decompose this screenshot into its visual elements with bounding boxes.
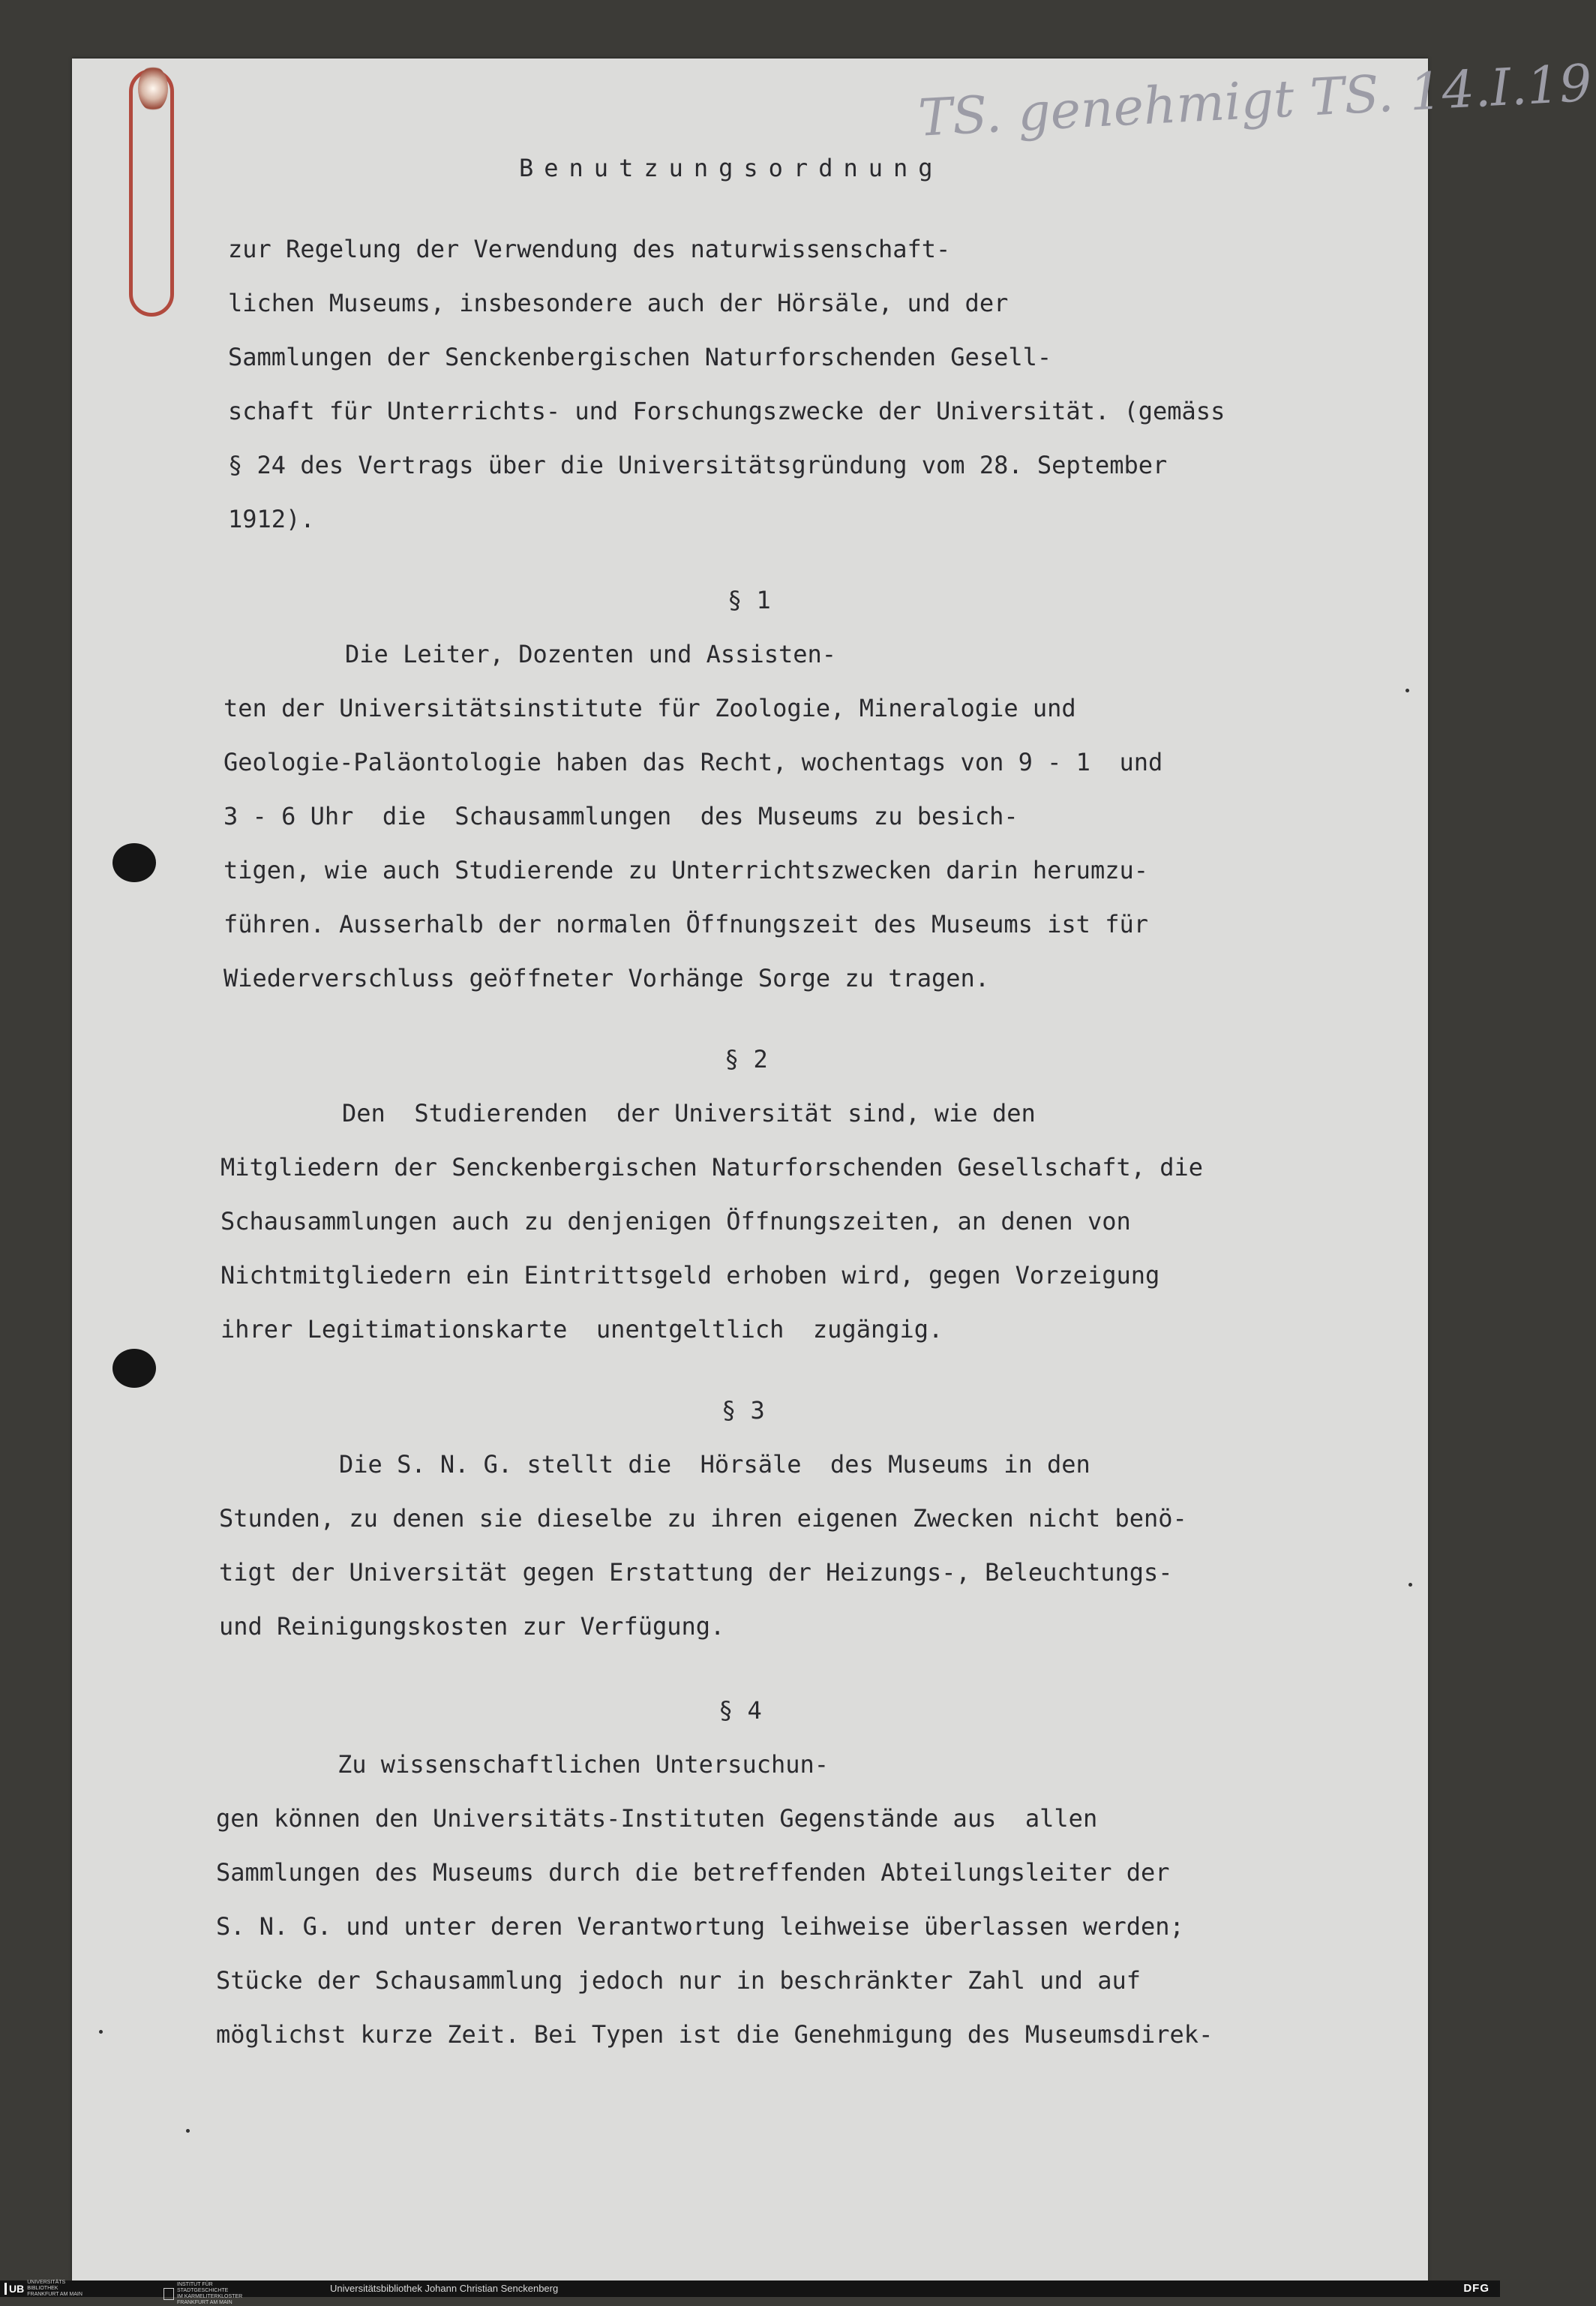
intro-line: 1912). [228, 505, 315, 533]
section-line: Die Leiter, Dozenten und Assisten- [345, 640, 837, 668]
ub-logo [4, 2282, 82, 2295]
section-line: tigt der Universität gegen Erstattung der Heizungs-, Beleuchtungs- [219, 1558, 1173, 1587]
ub-logo-mark: UB [4, 2283, 24, 2295]
section-heading: § 4 [718, 1696, 762, 1725]
section-line: tigen, wie auch Studierende zu Unterrichtszwecken darin herumzu- [224, 856, 1148, 884]
document-page [72, 53, 1594, 2280]
intro-line: zur Regelung der Verwendung des naturwissenschaft- [228, 235, 951, 263]
section-line: Die S. N. G. stellt die Hörsäle des Museums in den [339, 1450, 1090, 1479]
intro-line: § 24 des Vertrags über die Universitätsgründung vom 28. September [228, 451, 1168, 479]
section-heading: § 3 [722, 1396, 765, 1425]
viewer-footer [0, 2280, 1500, 2305]
institute-crest-icon [164, 2288, 174, 2300]
section-line: Stücke der Schausammlung jedoch nur in beschränkter Zahl und auf [216, 1966, 1141, 1995]
section-line: 3 - 6 Uhr die Schausammlungen des Museums zu besich- [224, 802, 1018, 830]
intro-line: schaft für Unterrichts- und Forschungszwecke der Universität. (gemäss [228, 397, 1226, 425]
section-line: Den Studierenden der Universität sind, wie den [342, 1099, 1036, 1127]
section-line: und Reinigungskosten zur Verfügung. [219, 1612, 725, 1641]
section-line: gen können den Universitäts-Instituten Gegenstände aus allen [216, 1804, 1098, 1833]
section-line: möglichst kurze Zeit. Bei Typen ist die Genehmigung des Museumsdirek- [216, 2020, 1214, 2049]
section-line: S. N. G. und unter deren Verantwortung leihweise überlassen werden; [216, 1912, 1184, 1941]
document-title: Benutzungsordnung [519, 154, 944, 182]
handwritten-approval-note: TS. genehmigt TS. 14.I.19 [916, 53, 1594, 149]
section-line: Mitgliedern der Senckenbergischen Naturforschenden Gesellschaft, die [220, 1153, 1204, 1182]
institute-logo [164, 2282, 242, 2306]
library-name: Universitätsbibliothek Johann Christian Senckenberg [330, 2283, 559, 2294]
section-heading: § 1 [728, 586, 771, 614]
section-line: Sammlungen des Museums durch die betreffenden Abteilungsleiter der [216, 1858, 1170, 1887]
section-line: Wiederverschluss geöffneter Vorhänge Sorge zu tragen. [224, 964, 990, 992]
section-line: ten der Universitätsinstitute für Zoologie, Mineralogie und [224, 694, 1076, 722]
typewritten-text [72, 53, 1594, 2280]
institute-logo-text: INSTITUT FÜR STADTGESCHICHTE IM KARMELITERKLOSTER FRANKFURT AM MAIN [177, 2282, 243, 2305]
intro-line: Sammlungen der Senckenbergischen Naturforschenden Gesell- [228, 343, 1052, 371]
section-line: Zu wissenschaftlichen Untersuchun- [338, 1750, 830, 1779]
intro-line: lichen Museums, insbesondere auch der Hörsäle, und der [228, 289, 1009, 317]
section-line: Nichtmitgliedern ein Eintrittsgeld erhoben wird, gegen Vorzeigung [220, 1261, 1160, 1290]
section-line: führen. Ausserhalb der normalen Öffnungszeit des Museums ist für [224, 910, 1148, 938]
dfg-logo: DFG [1463, 2282, 1490, 2295]
section-line: Schausammlungen auch zu denjenigen Öffnungszeiten, an denen von [220, 1207, 1131, 1236]
section-line: Stunden, zu denen sie dieselbe zu ihren eigenen Zwecken nicht benö- [219, 1504, 1187, 1533]
section-line: ihrer Legitimationskarte unentgeltlich zugängig. [220, 1315, 944, 1344]
section-line: Geologie-Paläontologie haben das Recht, wochentags von 9 - 1 und [224, 748, 1163, 776]
section-heading: § 2 [724, 1045, 768, 1073]
ub-logo-text: UNIVERSITÄTS BIBLIOTHEK FRANKFURT AM MAIN [27, 2280, 82, 2297]
